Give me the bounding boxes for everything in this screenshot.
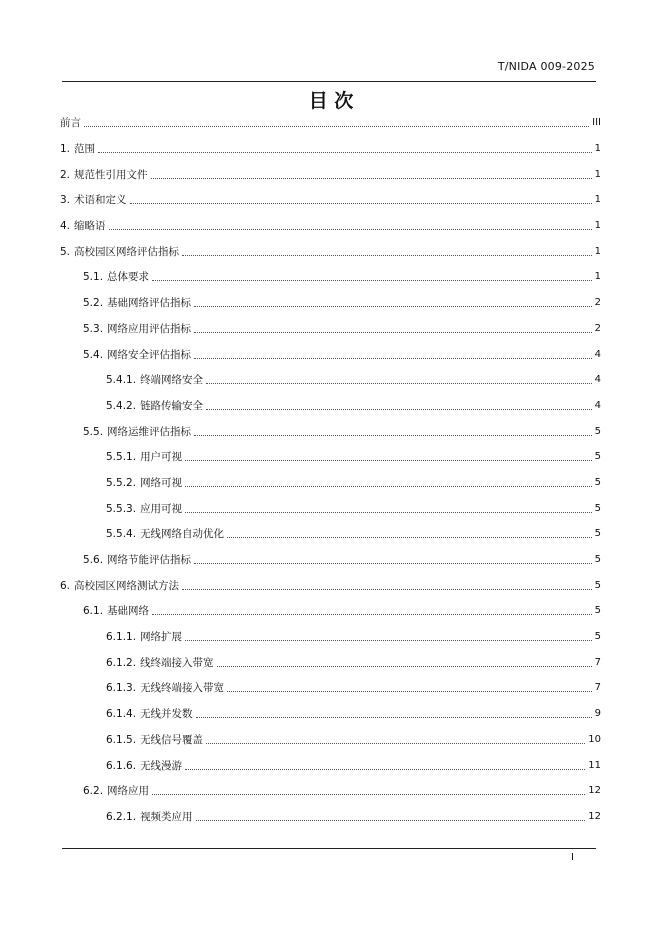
toc-entry[interactable] (60, 521, 601, 547)
toc-entry-number: 5.2. (83, 297, 104, 310)
toc-entry-page: 1 (594, 194, 601, 206)
toc-entry-page: 12 (588, 785, 601, 797)
toc-dot-leader (194, 348, 592, 359)
toc-entry-text: 总体要求 (107, 271, 150, 284)
toc-entry-label (106, 398, 203, 413)
toc-dot-leader (206, 399, 592, 410)
toc-entry-label (106, 732, 203, 747)
toc-entry-label (106, 809, 193, 824)
toc-entry-text: 用户可视 (140, 451, 183, 464)
toc-entry[interactable] (60, 213, 601, 239)
toc-dot-leader (196, 810, 586, 821)
toc-entry[interactable] (60, 804, 601, 830)
toc-entry-label (106, 758, 182, 773)
toc-dot-leader (185, 759, 585, 770)
toc-entry-label (60, 141, 95, 156)
toc-entry-text: 网络应用 (107, 785, 150, 798)
toc-entry-page: 1 (594, 245, 601, 257)
toc-dot-leader (152, 784, 585, 795)
header-rule (62, 81, 596, 82)
toc-entry-label (60, 115, 81, 130)
toc-entry-number: 6.1.1. (106, 631, 137, 644)
toc-dot-leader (182, 579, 592, 590)
toc-entry-text: 网络安全评估指标 (107, 348, 192, 361)
toc-entry[interactable] (60, 264, 601, 290)
toc-entry-number: 6.2. (83, 785, 104, 798)
toc-entry-page: 9 (594, 708, 601, 720)
toc-entry[interactable] (60, 752, 601, 778)
toc-entry-label (106, 655, 214, 670)
toc-entry-number: 1. (60, 143, 71, 156)
toc-dot-leader (98, 142, 592, 153)
toc-dot-leader (130, 193, 592, 204)
toc-entry[interactable] (60, 136, 601, 162)
toc-entry-label (60, 244, 179, 259)
toc-entry-text: 无线信号覆盖 (140, 733, 204, 746)
toc-dot-leader (185, 450, 592, 461)
toc-dot-leader (206, 733, 585, 744)
toc-entry-number: 5.6. (83, 554, 104, 567)
toc-entry-text: 网络应用评估指标 (107, 322, 192, 335)
toc-entry-label (60, 167, 148, 182)
toc-dot-leader (194, 553, 592, 564)
toc-entry[interactable] (60, 675, 601, 701)
toc-entry-page: 4 (594, 399, 601, 411)
toc-entry-page: 2 (594, 297, 601, 309)
toc-entry-page: 4 (594, 348, 601, 360)
toc-entry-text: 无线并发数 (140, 708, 193, 721)
toc-entry-page: 5 (594, 528, 601, 540)
toc-dot-leader (152, 604, 592, 615)
standard-code: T/NIDA 009-2025 (497, 60, 595, 73)
footer-page-number: I (571, 852, 574, 863)
toc-entry[interactable] (60, 187, 601, 213)
toc-entry-text: 基础网络 (107, 605, 150, 618)
toc-entry-number: 6.1.6. (106, 759, 137, 772)
toc-entry-label (83, 321, 191, 336)
toc-entry[interactable] (60, 161, 601, 187)
toc-entry[interactable] (60, 778, 601, 804)
toc-entry-label (106, 501, 182, 516)
toc-entry-text: 线终端接入带宽 (140, 656, 214, 669)
toc-entry[interactable] (60, 649, 601, 675)
toc-dot-leader (227, 527, 592, 538)
toc-entry[interactable] (60, 547, 601, 573)
toc-entry-text: 缩略语 (74, 220, 106, 233)
toc-dot-leader (194, 296, 592, 307)
toc-entry-label (106, 372, 203, 387)
toc-entry-number: 5.5. (83, 425, 104, 438)
toc-entry-label (106, 526, 224, 541)
toc-entry-page: 1 (594, 168, 601, 180)
toc-entry-page: 1 (594, 271, 601, 283)
toc-entry-text: 范围 (74, 143, 96, 156)
toc-entry-page: 1 (594, 143, 601, 155)
toc-entry-page: 10 (588, 733, 601, 745)
toc-entry-page: 5 (594, 502, 601, 514)
toc-entry-label (83, 424, 191, 439)
toc-entry-number: 6.1.3. (106, 682, 137, 695)
toc-entry-page: 2 (594, 322, 601, 334)
toc-entry-text: 高校园区网络评估指标 (74, 245, 180, 258)
toc-entry[interactable] (60, 470, 601, 496)
toc-entry[interactable] (60, 418, 601, 444)
toc-entry-number: 5.4.1. (106, 374, 137, 387)
toc-entry-text: 无线网络自动优化 (140, 528, 225, 541)
toc-dot-leader (109, 219, 592, 230)
toc-entry-page: 4 (594, 374, 601, 386)
toc-entry-number: 5.5.2. (106, 476, 137, 489)
toc-entry-text: 应用可视 (140, 502, 183, 515)
toc-dot-leader (152, 270, 592, 281)
toc-entry-number: 6.1. (83, 605, 104, 618)
toc-entry[interactable] (60, 110, 601, 136)
toc-entry-number: 5.5.3. (106, 502, 137, 515)
toc-dot-leader (185, 502, 592, 513)
toc-entry-page: 7 (594, 656, 601, 668)
toc-entry-page: 5 (594, 476, 601, 488)
toc-entry[interactable] (60, 290, 601, 316)
toc-entry-label (60, 578, 179, 593)
toc-entry-text: 规范性引用文件 (74, 168, 148, 181)
toc-entry-page: 5 (594, 451, 601, 463)
toc-entry-text: 网络可视 (140, 476, 183, 489)
toc-entry-number: 6.1.2. (106, 656, 137, 669)
toc-entry[interactable] (60, 393, 601, 419)
toc-entry[interactable] (60, 598, 601, 624)
toc-entry-number: 3. (60, 194, 71, 207)
toc-dot-leader (185, 630, 592, 641)
toc-entry-page: 11 (588, 759, 601, 771)
toc-entry-page: 5 (594, 554, 601, 566)
toc-entry-number: 6.1.5. (106, 733, 137, 746)
toc-entry-label (83, 295, 191, 310)
toc-entry[interactable] (60, 341, 601, 367)
toc-entry-text: 链路传输安全 (140, 399, 204, 412)
toc-entry-number: 2. (60, 168, 71, 181)
toc-entry-page: III (592, 117, 601, 129)
toc-entry-label (60, 218, 106, 233)
toc-entry-text: 高校园区网络测试方法 (74, 579, 180, 592)
toc-entry-number: 5. (60, 245, 71, 258)
toc-dot-leader (206, 373, 592, 384)
toc-entry[interactable] (60, 572, 601, 598)
toc-entry-label (83, 603, 149, 618)
toc-entry[interactable] (60, 316, 601, 342)
toc-entry-label (83, 552, 191, 567)
toc-dot-leader (194, 322, 592, 333)
toc-entry-label (106, 706, 193, 721)
toc-entry-label (106, 449, 182, 464)
toc-entry-label (83, 783, 149, 798)
toc-entry-page: 5 (594, 579, 601, 591)
toc-entry-label (106, 475, 182, 490)
toc-entry-text: 网络运维评估指标 (107, 425, 192, 438)
page-title: 目 次 (308, 90, 354, 112)
toc-entry-number: 5.4.2. (106, 399, 137, 412)
toc-entry-page: 7 (594, 682, 601, 694)
toc-entry-label (60, 192, 127, 207)
table-of-contents (60, 110, 601, 829)
toc-entry-page: 5 (594, 425, 601, 437)
toc-dot-leader (194, 425, 592, 436)
toc-entry[interactable] (60, 495, 601, 521)
toc-entry[interactable] (60, 727, 601, 753)
toc-entry[interactable] (60, 444, 601, 470)
toc-entry-number: 5.5.4. (106, 528, 137, 541)
toc-entry-text: 无线漫游 (140, 759, 183, 772)
toc-entry-number: 5.4. (83, 348, 104, 361)
toc-entry-text: 基础网络评估指标 (107, 297, 192, 310)
toc-dot-leader (185, 476, 592, 487)
toc-dot-leader (151, 168, 592, 179)
toc-entry-number: 5.1. (83, 271, 104, 284)
toc-entry-number: 5.5.1. (106, 451, 137, 464)
toc-entry-number: 5.3. (83, 322, 104, 335)
toc-entry-text: 视频类应用 (140, 810, 193, 823)
toc-entry-label (83, 347, 191, 362)
toc-entry[interactable] (60, 238, 601, 264)
toc-entry-text: 前言 (60, 117, 81, 130)
toc-entry-text: 术语和定义 (74, 194, 127, 207)
toc-entry[interactable] (60, 701, 601, 727)
toc-dot-leader (217, 656, 592, 667)
toc-entry-number: 6. (60, 579, 71, 592)
toc-entry-number: 6.2.1. (106, 810, 137, 823)
toc-entry-text: 终端网络安全 (140, 374, 204, 387)
toc-dot-leader (196, 707, 592, 718)
toc-entry-page: 1 (594, 220, 601, 232)
toc-dot-leader (84, 116, 589, 127)
toc-entry-label (106, 680, 224, 695)
toc-entry-text: 网络扩展 (140, 631, 183, 644)
toc-entry-page: 5 (594, 605, 601, 617)
toc-entry-label (106, 629, 182, 644)
toc-dot-leader (182, 245, 592, 256)
toc-entry-text: 网络节能评估指标 (107, 554, 192, 567)
toc-dot-leader (227, 681, 592, 692)
toc-entry[interactable] (60, 624, 601, 650)
toc-entry-number: 4. (60, 220, 71, 233)
footer-rule (62, 848, 596, 849)
toc-entry-text: 无线终端接入带宽 (140, 682, 225, 695)
toc-entry-label (83, 269, 149, 284)
toc-entry[interactable] (60, 367, 601, 393)
toc-entry-page: 12 (588, 810, 601, 822)
toc-entry-page: 5 (594, 631, 601, 643)
toc-entry-number: 6.1.4. (106, 708, 137, 721)
